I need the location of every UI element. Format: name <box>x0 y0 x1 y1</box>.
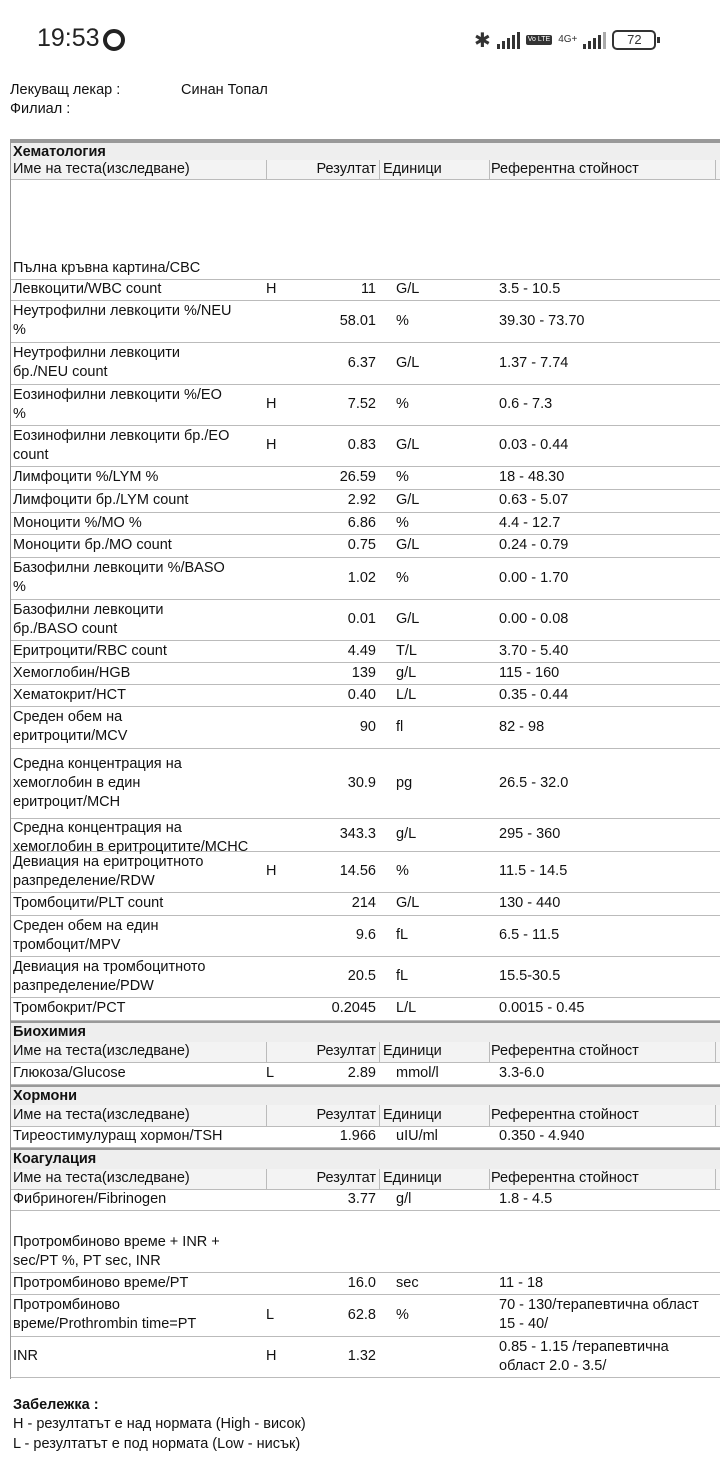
note-low: L - резултатът е под нормата (Low - нисък) <box>13 1436 301 1452</box>
units: fL <box>396 968 409 984</box>
units: % <box>396 469 409 485</box>
result: 58.01 <box>339 312 376 329</box>
table-row <box>11 916 720 957</box>
column-divider <box>715 1042 716 1062</box>
table-row <box>11 685 720 707</box>
test-name: Тромбоцити/PLT count <box>13 895 164 911</box>
units: G/L <box>396 437 420 453</box>
table-row <box>11 852 720 893</box>
units: % <box>396 863 409 879</box>
section-title: Хематология <box>13 144 106 160</box>
result: 11 <box>360 281 376 297</box>
test-name: Базофилни левкоцити %/BASO % <box>13 560 225 595</box>
table-row <box>11 600 720 641</box>
reference-range: 82 - 98 <box>499 718 545 735</box>
col-units-header: Единици <box>383 161 442 177</box>
col-units-header: Единици <box>383 1106 442 1123</box>
test-name: Среден обем на един тромбоцит/MPV <box>13 917 159 953</box>
reference-range: 39.30 - 73.70 <box>499 312 585 329</box>
reference-range: 295 - 360 <box>499 826 561 842</box>
test-group <box>11 180 720 280</box>
col-reference-header: Референтна стойност <box>491 161 639 177</box>
col-name-header: Име на теста(изследване) <box>13 1106 190 1123</box>
reference-range: 4.4 - 12.7 <box>499 514 561 531</box>
test-name: Левкоцити/WBC count <box>13 281 162 297</box>
table-row <box>11 426 720 467</box>
units: % <box>396 1306 409 1323</box>
test-name: Протромбиново време/Prothrombin time=PT <box>13 1297 197 1332</box>
col-result-header: Резултат <box>316 161 376 177</box>
section-header <box>11 141 720 162</box>
column-divider <box>715 1169 716 1189</box>
units: mmol/l <box>396 1064 439 1081</box>
units: fl <box>396 718 404 735</box>
test-name: Девиация на еритроцитното разпределение/RDW <box>13 853 204 889</box>
column-header-row <box>11 1042 720 1063</box>
table-row <box>11 819 720 855</box>
flag: H <box>266 1348 277 1364</box>
column-divider <box>379 1105 380 1126</box>
reference-range: 11.5 - 14.5 <box>499 863 568 879</box>
column-divider <box>266 1169 267 1189</box>
section-header <box>11 1148 720 1171</box>
reference-range: 0.00 - 0.08 <box>499 611 569 627</box>
column-header-row <box>11 1105 720 1127</box>
signal-icon <box>497 31 520 49</box>
test-name: Протромбиново време/PT <box>13 1274 189 1291</box>
flag: H <box>266 281 277 297</box>
test-name: Лимфоцити %/LYM % <box>13 469 159 485</box>
table-row <box>11 749 720 819</box>
test-name: Средна концентрация на хемоглобин в един еритроцит/MCH <box>13 755 182 810</box>
note-high: H - резултатът е над нормата (High - висок) <box>13 1416 306 1432</box>
test-name: Хемоглобин/HGB <box>13 664 131 681</box>
result: 0.75 <box>347 537 376 553</box>
reference-range: 26.5 - 32.0 <box>499 774 569 791</box>
reference-range: 0.24 - 0.79 <box>499 537 569 553</box>
group-title: Протромбиново време + INR + sec/PT %, PT sec, INR <box>13 1234 220 1269</box>
result: 9.6 <box>355 927 376 943</box>
column-divider <box>379 160 380 179</box>
col-name-header: Име на теста(изследване) <box>13 161 190 177</box>
column-divider <box>715 1105 716 1126</box>
reference-range: 0.0015 - 0.45 <box>499 1000 585 1016</box>
battery-icon: 72 <box>612 30 656 50</box>
col-name-header: Име на теста(изследване) <box>13 1170 190 1186</box>
reference-range: 6.5 - 11.5 <box>499 927 560 943</box>
note-title: Забележка : <box>13 1397 99 1413</box>
units: uIU/ml <box>396 1128 438 1144</box>
result: 26.59 <box>339 469 376 485</box>
table-row <box>11 1273 720 1295</box>
table-row <box>11 707 720 749</box>
reference-range: 0.03 - 0.44 <box>499 437 569 453</box>
units: G/L <box>396 611 420 627</box>
col-result-header: Резултат <box>316 1043 376 1059</box>
units: pg <box>396 774 413 791</box>
result: 6.86 <box>347 514 376 531</box>
units: T/L <box>396 642 417 659</box>
table-row <box>11 1190 720 1211</box>
column-divider <box>715 160 716 179</box>
units: % <box>396 396 409 412</box>
col-units-header: Единици <box>383 1043 442 1059</box>
table-row <box>11 513 720 535</box>
reference-range: 0.63 - 5.07 <box>499 492 569 508</box>
units: % <box>396 514 409 531</box>
flag: H <box>266 437 277 453</box>
column-divider <box>266 1105 267 1126</box>
flag: H <box>266 396 277 412</box>
units: % <box>396 312 409 329</box>
column-divider <box>379 1169 380 1189</box>
test-name: INR <box>13 1348 38 1364</box>
test-name: Моноцити %/MO % <box>13 514 142 531</box>
col-reference-header: Референтна стойност <box>491 1170 639 1186</box>
column-divider <box>266 160 267 179</box>
reference-range: 11 - 18 <box>499 1274 544 1291</box>
flag: H <box>266 863 277 879</box>
bluetooth-icon: ✱ <box>474 29 491 52</box>
test-name: Девиация на тромбоцитното разпределение/PDW <box>13 958 206 994</box>
result: 2.89 <box>347 1064 376 1081</box>
reference-range: 15.5-30.5 <box>499 968 561 984</box>
col-result-header: Резултат <box>316 1106 376 1123</box>
reference-range: 1.8 - 4.5 <box>499 1191 553 1207</box>
result: 0.2045 <box>331 1000 376 1016</box>
column-divider <box>489 160 490 179</box>
column-divider <box>266 1042 267 1062</box>
units: G/L <box>396 895 420 911</box>
column-header-row <box>11 160 720 180</box>
column-divider <box>489 1105 490 1126</box>
table-row <box>11 893 720 916</box>
table-row <box>11 558 720 600</box>
units: fL <box>396 927 409 943</box>
results-table <box>10 139 720 1379</box>
result: 30.9 <box>347 774 376 791</box>
status-bar <box>0 0 720 80</box>
table-row <box>11 1127 720 1148</box>
table-row <box>11 301 720 343</box>
result: 3.77 <box>347 1191 376 1207</box>
test-name: Тромбокрит/PCT <box>13 1000 126 1016</box>
result: 139 <box>351 664 376 681</box>
table-row <box>11 280 720 301</box>
test-name: Неутрофилни левкоцити %/NEU % <box>13 303 232 338</box>
units: G/L <box>396 537 420 553</box>
units: L/L <box>396 686 417 703</box>
flag: L <box>266 1306 275 1323</box>
result: 1.966 <box>339 1128 376 1144</box>
section-title: Хормони <box>13 1088 78 1104</box>
reference-range: 18 - 48.30 <box>499 469 565 485</box>
test-name: Хематокрит/HCT <box>13 686 126 703</box>
column-divider <box>489 1042 490 1062</box>
result: 16.0 <box>347 1274 376 1291</box>
reference-range: 0.35 - 0.44 <box>499 686 569 703</box>
result: 20.5 <box>347 968 376 984</box>
col-reference-header: Референтна стойност <box>491 1106 639 1123</box>
group-title: Пълна кръвна картина/CBC <box>13 260 201 276</box>
test-name: Еозинофилни левкоцити бр./EO count <box>13 427 230 463</box>
test-name: Неутрофилни левкоцити бр./NEU count <box>13 345 180 380</box>
table-row <box>11 1337 720 1378</box>
section-header <box>11 1085 720 1107</box>
reference-range: 0.6 - 7.3 <box>499 396 553 412</box>
test-name: Базофилни левкоцити бр./BASO count <box>13 601 164 637</box>
units: g/l <box>396 1191 412 1207</box>
result: 6.37 <box>347 354 376 371</box>
table-row <box>11 1295 720 1337</box>
doctor-name: Синан Топал <box>181 82 268 98</box>
reference-range: 3.3-6.0 <box>499 1064 545 1081</box>
test-name: Еритроцити/RBC count <box>13 642 167 659</box>
branch-label: Филиал : <box>10 101 71 117</box>
result: 0.40 <box>347 686 376 703</box>
units: G/L <box>396 281 420 297</box>
test-name: Тиреостимулуращ хормон/TSH <box>13 1128 223 1144</box>
table-row <box>11 641 720 663</box>
column-divider <box>489 1169 490 1189</box>
network-type: 4G+ <box>558 34 578 45</box>
units: sec <box>396 1274 419 1291</box>
column-divider <box>379 1042 380 1062</box>
col-result-header: Резултат <box>316 1170 376 1186</box>
reference-range: 0.00 - 1.70 <box>499 569 569 586</box>
flag: L <box>266 1064 275 1081</box>
doctor-label: Лекуващ лекар : <box>10 82 121 98</box>
reference-range: 3.5 - 10.5 <box>499 281 561 297</box>
test-name: Еозинофилни левкоцити %/EO % <box>13 386 222 422</box>
reference-range: 1.37 - 7.74 <box>499 354 569 371</box>
units: G/L <box>396 492 420 508</box>
units: % <box>396 569 409 586</box>
table-row <box>11 535 720 558</box>
test-name: Моноцити бр./MO count <box>13 537 172 553</box>
reference-range: 130 - 440 <box>499 895 561 911</box>
test-group <box>11 1211 720 1273</box>
table-row <box>11 957 720 998</box>
result: 343.3 <box>339 826 376 842</box>
result: 14.56 <box>339 863 376 879</box>
test-name: Фибриноген/Fibrinogen <box>13 1191 167 1207</box>
col-reference-header: Референтна стойност <box>491 1043 639 1059</box>
section-title: Биохимия <box>13 1024 86 1040</box>
table-row <box>11 490 720 513</box>
section-header <box>11 1021 720 1044</box>
table-row <box>11 1063 720 1085</box>
units: L/L <box>396 1000 417 1016</box>
notification-ring-icon <box>103 29 125 51</box>
section-title: Коагулация <box>13 1151 97 1167</box>
result: 0.83 <box>347 437 376 453</box>
test-name: Лимфоцити бр./LYM count <box>13 492 189 508</box>
result: 2.92 <box>347 492 376 508</box>
table-row <box>11 998 720 1021</box>
units: G/L <box>396 354 420 371</box>
volte-icon: Vo LTE <box>527 36 551 43</box>
table-row <box>11 343 720 385</box>
col-units-header: Единици <box>383 1170 442 1186</box>
table-row <box>11 467 720 490</box>
test-name: Средна концентрация на хемоглобин в еритроцитите/MCHC <box>13 820 249 855</box>
table-row <box>11 385 720 426</box>
result: 4.49 <box>347 642 376 659</box>
reference-range: 3.70 - 5.40 <box>499 642 569 659</box>
result: 0.01 <box>347 611 376 627</box>
test-name: Глюкоза/Glucose <box>13 1064 126 1081</box>
reference-range: 70 - 130/терапевтична област 15 - 40/ <box>499 1297 699 1332</box>
result: 214 <box>351 895 376 911</box>
signal-2-icon <box>583 31 606 49</box>
units: g/L <box>396 826 417 842</box>
reference-range: 0.350 - 4.940 <box>499 1128 585 1144</box>
units: g/L <box>396 664 417 681</box>
result: 7.52 <box>347 396 376 412</box>
result: 90 <box>359 718 376 735</box>
test-name: Среден обем на еритроцити/MCV <box>13 709 128 744</box>
reference-range: 0.85 - 1.15 /терапевтична област 2.0 - 3.5/ <box>499 1338 669 1374</box>
reference-range: 115 - 160 <box>499 664 560 681</box>
column-header-row <box>11 1169 720 1190</box>
result: 62.8 <box>347 1306 376 1323</box>
table-row <box>11 663 720 685</box>
col-name-header: Име на теста(изследване) <box>13 1043 190 1059</box>
result: 1.32 <box>347 1348 376 1364</box>
clock: 19:53 <box>37 24 100 52</box>
result: 1.02 <box>347 569 376 586</box>
